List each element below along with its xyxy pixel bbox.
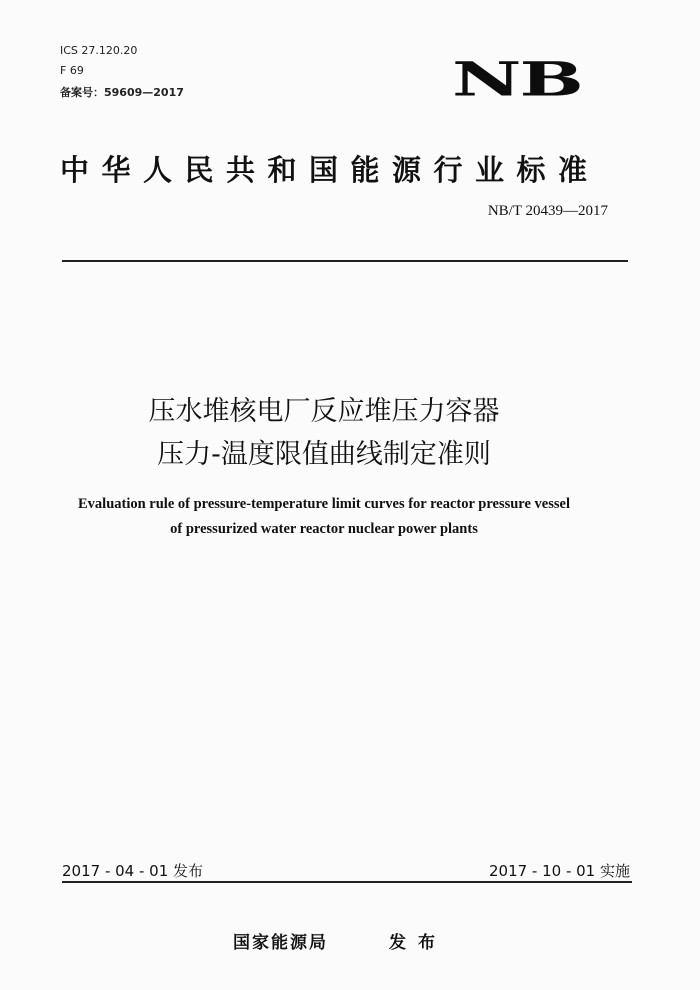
title-en-line2: of pressurized water reactor nuclear power plants xyxy=(170,521,478,537)
standard-number: NB/T 20439—2017 xyxy=(487,203,608,219)
publish-label: 发布 xyxy=(389,933,447,953)
nb-logo: NB xyxy=(452,51,582,107)
implementation-date: 2017 - 10 - 01 实施 xyxy=(488,862,630,880)
title-zh-line2: 压力-温度限值曲线制定准则 xyxy=(157,439,491,470)
top-divider xyxy=(62,260,628,262)
bottom-divider xyxy=(62,881,632,883)
title-en-line1: Evaluation rule of pressure-temperature limit curves for reactor pressure vessel xyxy=(78,496,570,512)
ics-code: ICS 27.120.20 xyxy=(60,44,138,57)
issue-date: 2017 - 04 - 01 发布 xyxy=(62,862,204,880)
publisher-name: 国家能源局 xyxy=(233,933,328,953)
classification-code: F 69 xyxy=(60,64,84,77)
record-number: 备案号：59609—2017 xyxy=(60,86,184,99)
standard-category: 中华人民共和国能源行业标准 xyxy=(60,153,600,187)
title-zh-line1: 压水堆核电厂反应堆压力容器 xyxy=(148,396,500,427)
